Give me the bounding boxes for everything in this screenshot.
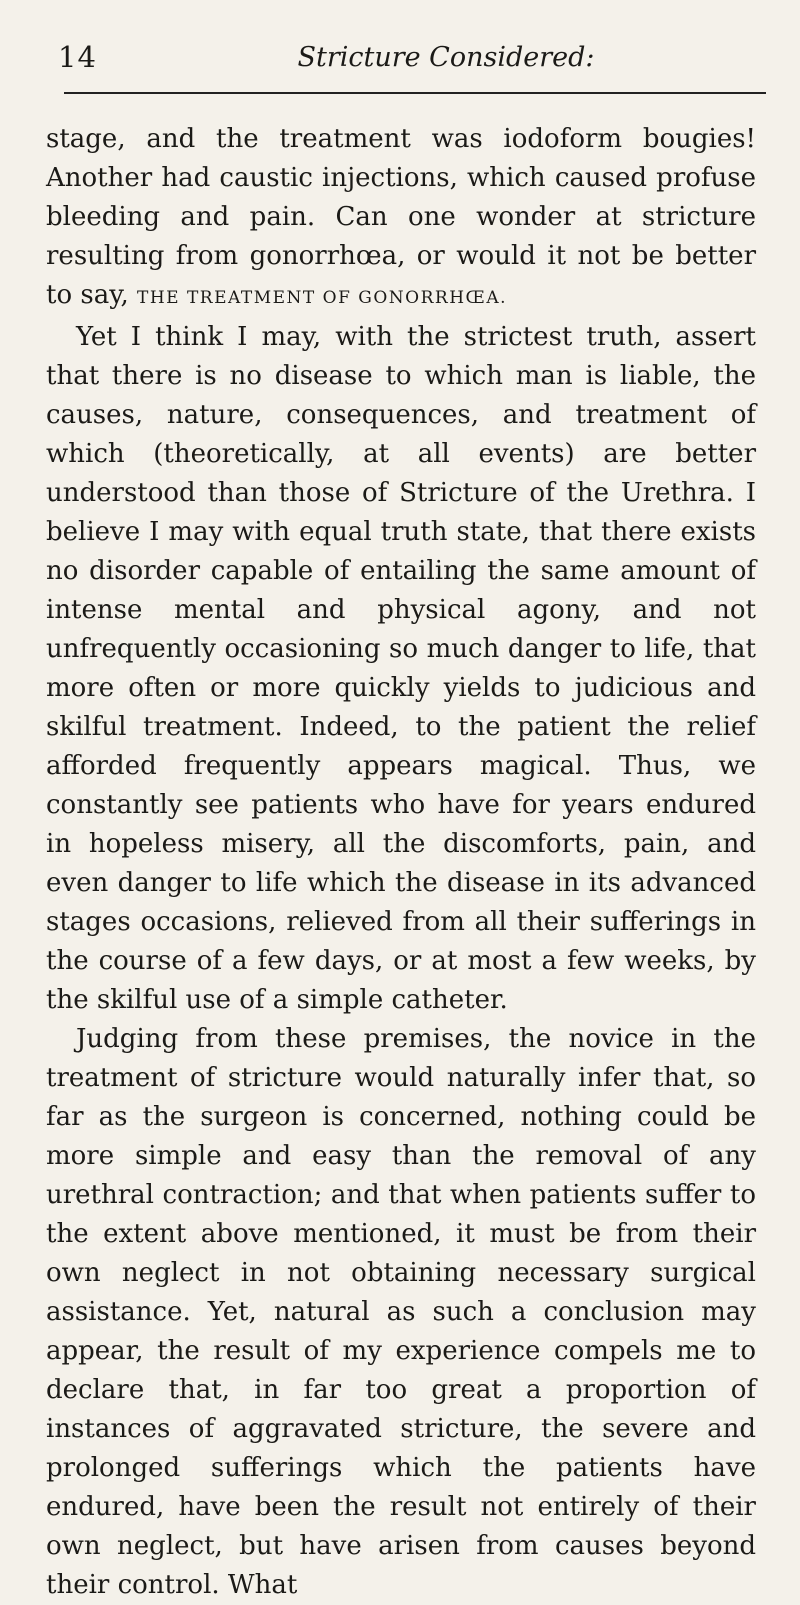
paragraph: Judging from these premises, the novice in the treatment of stricture would naturally infer that, so far as the surgeon is concerned, nothing could be more simple and easy than the removal of any urethral contraction; and that when patients suffer to the extent above mentioned, it must be from their own neglect in not obtaining necessary surgical assistance. Yet, natural as such a conclusion may appear, the result of my experience compels me to declare that, in far too great a proportion of instances of aggravated stricture, the severe and prolonged sufferings which the patients have endured, have been the result not entirely of their own neglect, but have arisen from causes beyond their control. What: [46, 1024, 756, 1600]
paragraph-continued: [46, 120, 756, 318]
page-number: 14: [58, 40, 97, 74]
paragraph: Yet I think I may, with the strictest truth, assert that there is no disease to which man is liable, the causes, nature, consequences, and treatment of which (theoretically, at all events) are better understood than those of Stricture of the Urethra. I believe I may with equal truth state, that there exists no disorder capable of entailing the same amount of intense mental and physical agony, and not unfrequently occasioning so much danger to life, that more often or more quickly yields to judicious and skilful treatment. Indeed, to the patient the relief afforded frequently appears magical. Thus, we constantly see patients who have for years endured in hopeless misery, all the discomforts, pain, and even danger to life which the disease in its advanced stages occasions, relieved from all their sufferings in the course of a few days, or at most a few weeks, by the skilful use of a simple catheter.: [46, 322, 756, 1015]
paragraph-text: stage, and the treatment was iodoform bougies! Another had caustic injections, which caused profuse bleeding and pain. Can one wonder at stricture resulting from gonorrhœa, or would it not be better to say,: [46, 124, 756, 310]
header-rule: [64, 92, 766, 94]
small-caps-phrase: THE TREATMENT OF GONORRHŒA.: [136, 288, 508, 308]
page-header: [46, 30, 756, 86]
body-text: [46, 120, 756, 1605]
running-head: Stricture Considered:: [297, 42, 595, 73]
